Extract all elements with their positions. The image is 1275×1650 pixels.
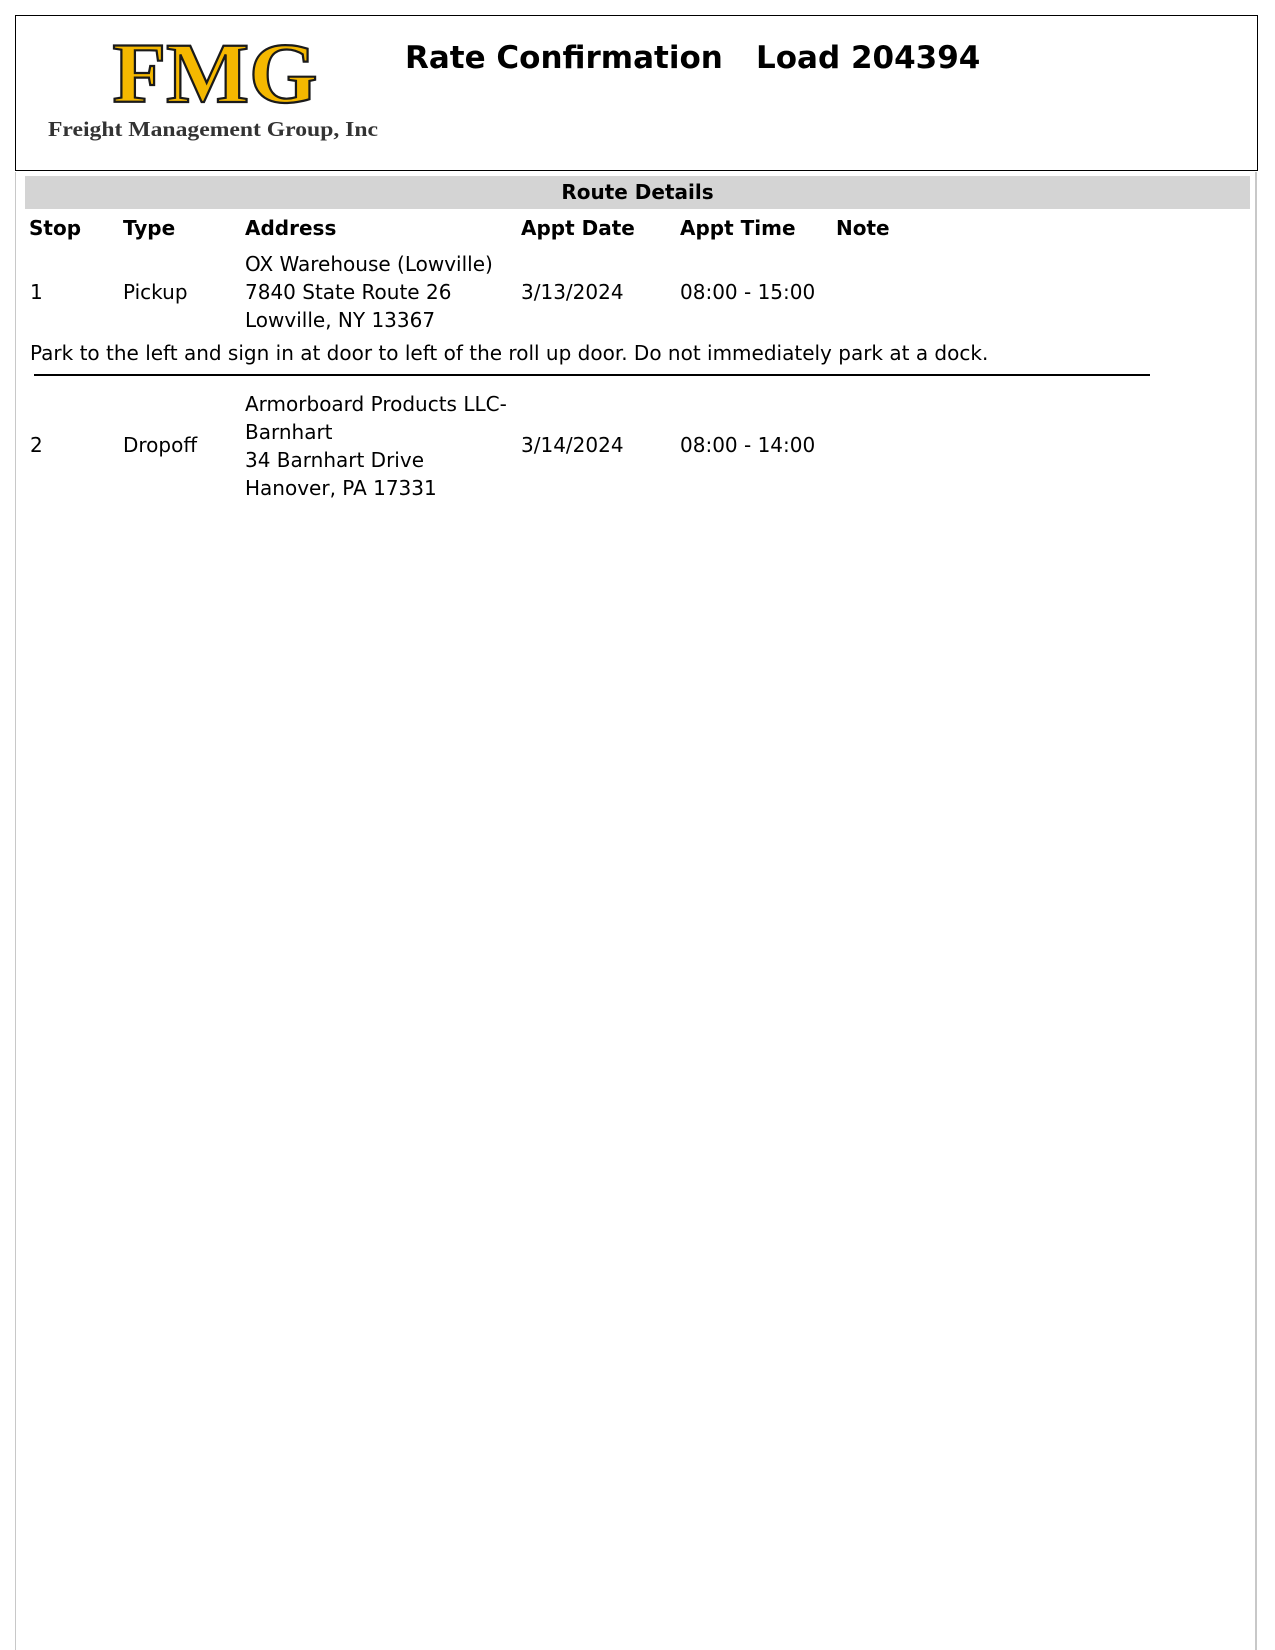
page-edge-left (15, 172, 16, 1650)
stop-2-address-line: 34 Barnhart Drive (245, 448, 425, 472)
company-logo (43, 36, 383, 146)
stop-1-appt-time: 08:00 - 15:00 (680, 280, 816, 304)
route-details-header: Route Details (25, 176, 1250, 209)
stop-2-appt-date: 3/14/2024 (521, 433, 624, 457)
column-header-stop: Stop (29, 216, 82, 240)
stop-2-appt-time: 08:00 - 14:00 (680, 433, 816, 457)
stop-2-address-line: Hanover, PA 17331 (245, 476, 437, 500)
stop-1-address-line: OX Warehouse (Lowville) (245, 252, 493, 276)
stop-1-address-line: Lowville, NY 13367 (245, 308, 436, 332)
stop-2-number: 2 (30, 433, 43, 457)
stop-1-address-line: 7840 State Route 26 (245, 280, 452, 304)
stop-1-type: Pickup (123, 280, 188, 304)
stop-1-address (245, 250, 493, 334)
column-header-note: Note (836, 216, 890, 240)
column-header-type: Type (123, 216, 176, 240)
logo-company-name: Freight Management Group, Inc (48, 117, 378, 141)
stop-2-type: Dropoff (123, 433, 198, 457)
column-header-appt-time: Appt Time (680, 216, 796, 240)
stop-2-address-line: Armorboard Products LLC- (245, 392, 507, 416)
logo-mark: FMG (112, 36, 318, 121)
stop-1-number: 1 (30, 280, 43, 304)
stop-divider (34, 374, 1150, 376)
stop-2-address-line: Barnhart (245, 420, 333, 444)
stop-2-address (245, 390, 507, 502)
document-title: Rate Confirmation (405, 40, 723, 76)
column-header-address: Address (245, 216, 337, 240)
stop-1-appt-date: 3/13/2024 (521, 280, 624, 304)
page-edge-right (1255, 172, 1257, 1650)
page (15, 15, 1258, 1650)
column-header-appt-date: Appt Date (521, 216, 635, 240)
stop-1-instructions: Park to the left and sign in at door to left of the roll up door. Do not immediately park at a dock. (30, 341, 989, 365)
load-number: Load 204394 (756, 40, 981, 76)
